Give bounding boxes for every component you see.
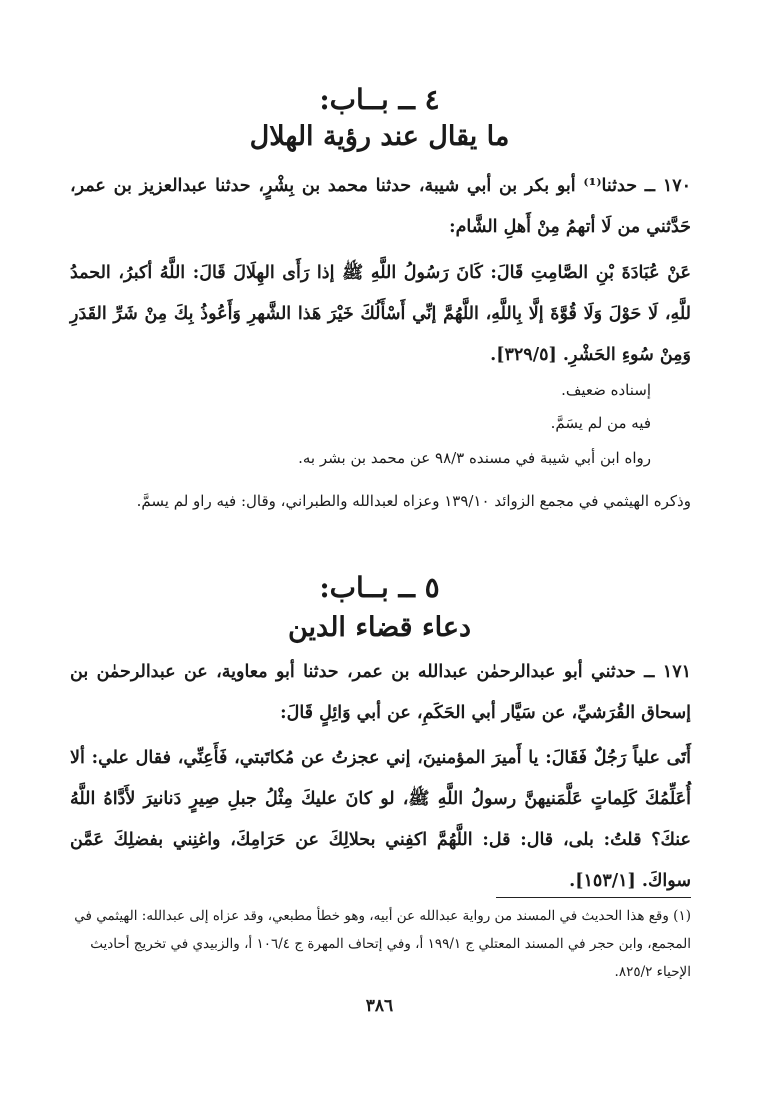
chapter-4-label: ٤ ــ بــاب: — [319, 83, 440, 116]
hadith-170-matn: عَنْ عُبَادَةَ بْنِ الصَّامِتِ قَالَ: كَانَ رَسُولُ اللَّهِ ﷺ إذا رَأَى الهِلَالَ قَالَ: اللَّهُ أكبرُ، الحمدُ للَّهِ، لَا حَوْلَ وَلَا قُوَّةَ إلَّا بِاللَّهِ، اللَّهُمَّ إنِّي أَسْأَلُكَ خَيْرَ هَذا الشَّهرِ وَأَعُوذُ بِكَ مِنْ شَرِّ القَدَرِ وَمِنْ سُوءِ الحَشْرِ. [٣٢٩/٥]. — [70, 263, 691, 365]
chapter-5-label: ٥ ــ بــاب: — [319, 571, 440, 604]
hadith-170-isnad: ١٧٠ ــ حدثنا⁽¹⁾ أبو بكر بن أبي شيبة، حدثنا محمد بن بِشْرٍ، حدثنا عبدالعزيز بن عمر، حَدَّثني من لَا أتهمُ مِنْ أَهلِ الشَّام: — [70, 176, 692, 237]
page-number: ٣٨٦ — [365, 996, 394, 1016]
chapter-4-title: ما يقال عند رؤية الهلال — [249, 121, 510, 152]
hadith-171-matn: أَتَى علياً رَجُلٌ فَقَالَ: يا أَميرَ المؤمنينَ، إني عجزتُ عن مُكاتَبتي، فَأَعِنِّي، فقال علي: ألا أُعَلِّمُكَ كَلِماتٍ عَلَّمَنيهنَّ رسولُ اللَّهِ ﷺ، لو كانَ عليكَ مِثْلُ جبلِ صِيرٍ دَنانيرَ لأَدَّاهُ اللَّهُ عنكَ؟ قلتُ: بلى، قال: قل: اللَّهُمَّ اكفِني بحلالِكَ عن حَرَامِكَ، واغنِني بفضلِكَ عَمَّن سواكَ. [١٥٣/١]. — [70, 748, 691, 891]
hadith-170-note-narrator: فيه من لم يسَمَّ. — [550, 414, 651, 432]
hadith-171-isnad: ١٧١ ــ حدثني أبو عبدالرحمٰن عبدالله بن عمر، حدثنا أبو معاوية، عن عبدالرحمٰن بن إسحاق القُرَشيِّ، عن سَيَّار أبي الحَكَمِ، عن أبي وَائِلٍ قَالَ: — [70, 662, 691, 723]
footnote-1: (١) وقع هذا الحديث في المسند من رواية عبدالله عن أبيه، وهو خطأ مطبعي، وقد عزاه إلى عبدالله: الهيثمي في المجمع، وابن حجر في المسند المعتلي ج ١٩٩/١ أ، وفي إتحاف المهرة ج ١٠٦/٤ أ، والزبيدي في تخريج أحاديث الإحياء ٨٢٥/٢. — [74, 908, 691, 980]
hadith-170-grading: إسناده ضعيف. — [561, 381, 651, 399]
footnote-separator — [496, 897, 691, 898]
hadith-170-note-haythami: وذكره الهيثمي في مجمع الزوائد ١٣٩/١٠ وعزاه لعبدالله والطبراني، وقال: فيه راو لم يسمَّ. — [136, 492, 691, 510]
chapter-5-title: دعاء قضاء الدين — [287, 612, 472, 643]
hadith-170-note-source: رواه ابن أبي شيبة في مسنده ٩٨/٣ عن محمد بن بشر به. — [298, 449, 651, 467]
